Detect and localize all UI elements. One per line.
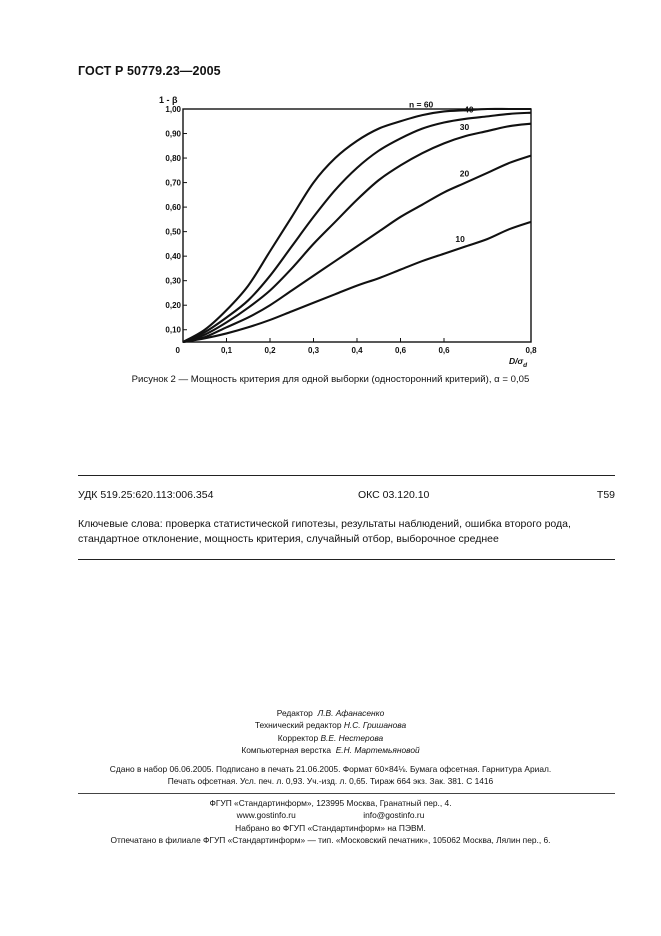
y-tick-label: 0,40 [165,252,181,262]
y-axis-label: 1 - β [159,95,178,105]
y-tick-label: 0,90 [165,129,181,139]
oks-code: ОКС 03.120.10 [358,489,430,501]
publisher-line-4: Отпечатано в филиале ФГУП «Стандартинформ» — тип. «Московский печатник», 105062 Москва, Лялин пер., 6. [110,834,551,845]
publisher-line-1: ФГУП «Стандартинформ», 123995 Москва, Гранатный пер., 4. [209,798,452,808]
credit-role: Компьютерная верстка [241,744,332,755]
power-curve-chart [150,88,540,369]
publisher-details [0,797,661,846]
credit-name: Л.В. Афанасенко [317,708,385,718]
x-tick-label: 0,6 [394,346,407,355]
y-tick-label: 0,70 [165,178,181,188]
credit-role: Редактор [276,708,313,718]
x-tick-label: 0,8 [525,346,537,355]
divider-bottom [78,559,615,560]
divider-publisher [78,793,615,794]
publisher-line-3: Набрано во ФГУП «Стандартинформ» на ПЭВМ. [235,822,426,833]
x-tick-label: 0,4 [351,346,363,355]
series-label-2: 30 [459,121,470,132]
y-tick-label: 0,60 [165,203,181,213]
y-tick-label: 0,20 [165,301,181,311]
group-code: Т59 [596,489,615,501]
credit-name: Н.С. Гришанова [343,720,407,731]
credit-corrector [0,732,661,744]
series-line-1 [183,113,531,342]
x-tick-label: 0,2 [264,346,276,355]
x-tick-label: 0,6 [438,346,450,355]
y-tick-label: 1,00 [165,105,181,114]
y-tick-label: 0,80 [165,154,181,164]
series-label-1: 40 [464,104,474,115]
credit-editor [0,707,661,719]
credit-role: Технический редактор [254,720,342,731]
print-line-1: Сдано в набор 06.06.2005. Подписано в печать 21.06.2005. Формат 60×84⅛. Бумага офсетная. Гарнитура Ариал. [109,764,552,774]
figure-caption: Рисунок 2 — Мощность критерия для одной выборки (односторонний критерий), α = 0,05 [131,374,530,385]
series-label-3: 20 [459,168,470,179]
divider-top [78,475,615,476]
y-tick-label: 0,10 [165,325,181,335]
y-tick-label: 0,50 [165,227,181,237]
x-axis-label: $D/\sigma_d$ [509,356,528,369]
keywords: Ключевые слова: проверка статистической гипотезы, результаты наблюдений, ошибка второго рода, стандартное отклонение, мощность критерия, случайный отбор, выборочное среднее [78,518,571,545]
plot-frame [183,109,531,342]
series-label-0: n = 60 [408,99,434,110]
series-label-4: 10 [455,233,465,244]
credit-role: Корректор [277,732,319,743]
publisher-line-2: www.gostinfo.ru info@gostinfo.ru [236,810,425,821]
credit-layout [0,744,661,756]
series-line-0 [183,109,531,342]
credit-name: В.Е. Нестерова [320,732,384,743]
x-tick-label: 0 [175,346,180,355]
series-line-3 [183,156,531,342]
x-tick-label: 0,3 [307,346,320,355]
y-tick-label: 0,30 [165,276,181,286]
udk-code: УДК 519.25:620.113:006.354 [78,489,214,501]
print-details [0,763,661,788]
document-header: ГОСТ Р 50779.23—2005 [78,64,221,78]
credit-tech-editor [0,719,661,731]
credits-staff [0,707,661,756]
series-line-2 [183,121,531,342]
print-line-2: Печать офсетная. Усл. печ. л. 0,93. Уч.-изд. л. 0,65. Тираж 664 экз. Зак. 381. С 1416 [167,776,494,787]
credit-name: Е.Н. Мартемьяновой [335,744,420,755]
x-tick-label: 0,1 [220,346,233,355]
